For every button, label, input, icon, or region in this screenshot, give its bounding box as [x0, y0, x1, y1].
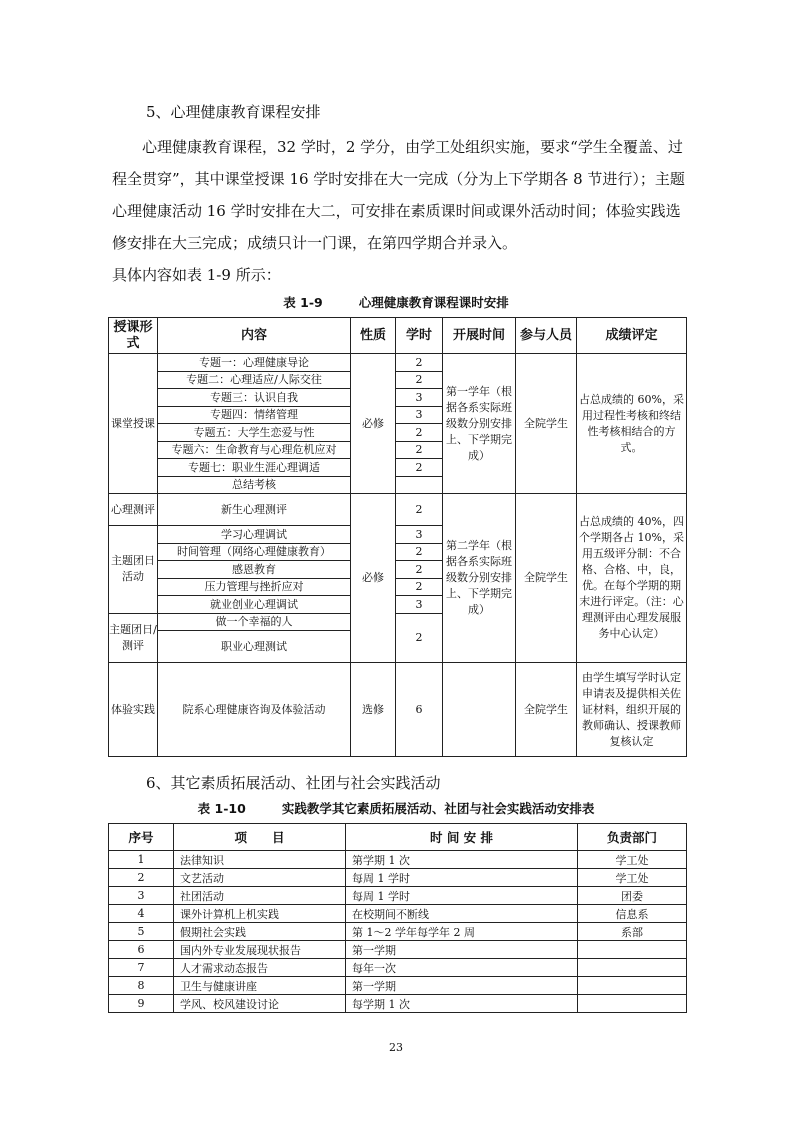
dept-cell: 系部 — [578, 923, 687, 941]
table-header-row — [109, 824, 687, 851]
schedule-cell: 每周 1 学时 — [346, 869, 578, 887]
grading-cell: 占总成绩的 60%，采用过程性考核和终结性考核相结合的方式。 — [577, 354, 687, 494]
course-schedule-table — [108, 317, 687, 757]
no-cell: 3 — [109, 887, 174, 905]
participants-cell: 全院学生 — [516, 494, 577, 663]
table-row — [109, 977, 687, 995]
content-cell: 专题四：情绪管理 — [158, 406, 351, 424]
no-cell: 9 — [109, 995, 174, 1013]
body-paragraph: 心理健康教育课程，32 学时，2 学分，由学工处组织实施，要求“学生全覆盖、过程全贯穿”，其中课堂授课 16 学时安排在大一完成（分为上下学期各 8 节进行）；主题心理健康活动 16 学时安排在大二，可安排在素质课时间或课外活动时间；体验实践选修安排在大三完成；成绩只计一门课，在第四学期合并录入。 — [112, 138, 685, 252]
column-header: 授课形式 — [109, 318, 158, 354]
content-cell: 时间管理（网络心理健康教育） — [158, 543, 351, 561]
grading-cell: 由学生填写学时认定申请表及提供相关佐证材料，组织开展的教师确认、授课教师复核认定 — [577, 663, 687, 757]
content-cell: 专题一：心理健康导论 — [158, 354, 351, 372]
schedule-cell: 第一学期 — [346, 977, 578, 995]
hours-cell: 2 — [396, 424, 443, 442]
item-cell: 假期社会实践 — [174, 923, 346, 941]
no-cell: 2 — [109, 869, 174, 887]
item-cell: 课外计算机上机实践 — [174, 905, 346, 923]
page-number: 23 — [389, 1041, 403, 1054]
schedule-cell: 第学期 1 次 — [346, 851, 578, 869]
section-heading: 5、心理健康教育课程安排 — [146, 103, 321, 121]
grading-cell: 占总成绩的 40%，四个学期各占 10%，采用五级评分制：不合格、合格、中，良，优。在每个学期的期末进行评定。（注：心理测评由心理发展服务中心认定） — [577, 494, 687, 663]
dept-cell: 学工处 — [578, 851, 687, 869]
hours-cell: 2 — [396, 459, 443, 477]
column-header: 参与人员 — [516, 318, 577, 354]
hours-cell: 3 — [396, 526, 443, 544]
item-cell: 人才需求动态报告 — [174, 959, 346, 977]
schedule-cell: 每周 1 学时 — [346, 887, 578, 905]
dept-cell — [578, 959, 687, 977]
hours-cell: 2 — [396, 543, 443, 561]
teaching-form-cell: 主题团日活动 — [109, 526, 158, 614]
teaching-form-cell: 课堂授课 — [109, 354, 158, 494]
schedule-cell: 第一学期 — [346, 941, 578, 959]
table-row — [109, 663, 687, 757]
schedule-cell: 第一学年（根据各系实际班级数分别安排上、下学期完成） — [443, 354, 516, 494]
hours-cell: 2 — [396, 578, 443, 596]
table-row — [109, 959, 687, 977]
schedule-cell — [443, 663, 516, 757]
dept-cell — [578, 995, 687, 1013]
content-cell: 做一个幸福的人 — [158, 613, 351, 631]
dept-cell: 信息系 — [578, 905, 687, 923]
content-cell: 院系心理健康咨询及体验活动 — [158, 663, 351, 757]
teaching-form-cell: 体验实践 — [109, 663, 158, 757]
item-cell: 社团活动 — [174, 887, 346, 905]
column-header: 开展时间 — [443, 318, 516, 354]
schedule-cell: 第二学年（根据各系实际班级数分别安排上、下学期完成） — [443, 494, 516, 663]
hours-cell: 3 — [396, 389, 443, 407]
column-header: 项 目 — [174, 824, 346, 851]
hours-cell: 2 — [396, 494, 443, 526]
schedule-cell: 每年一次 — [346, 959, 578, 977]
content-cell: 专题五：大学生恋爱与性 — [158, 424, 351, 442]
hours-cell: 6 — [396, 663, 443, 757]
hours-cell: 2 — [396, 561, 443, 579]
item-cell: 学风、校风建设讨论 — [174, 995, 346, 1013]
table-row — [109, 923, 687, 941]
schedule-cell: 每学期 1 次 — [346, 995, 578, 1013]
content-cell: 职业心理测试 — [158, 631, 351, 663]
content-cell: 专题二：心理适应/人际交往 — [158, 371, 351, 389]
table-row — [109, 941, 687, 959]
no-cell: 6 — [109, 941, 174, 959]
no-cell: 4 — [109, 905, 174, 923]
hours-cell: 2 — [396, 441, 443, 459]
no-cell: 1 — [109, 851, 174, 869]
content-cell: 新生心理测评 — [158, 494, 351, 526]
body-line: 具体内容如表 1-9 所示： — [112, 266, 281, 284]
section-heading: 6、其它素质拓展活动、社团与社会实践活动 — [146, 774, 441, 792]
hours-cell: 2 — [396, 371, 443, 389]
schedule-cell: 在校期间不断线 — [346, 905, 578, 923]
dept-cell: 团委 — [578, 887, 687, 905]
nature-cell: 选修 — [351, 663, 396, 757]
item-cell: 文艺活动 — [174, 869, 346, 887]
hours-cell: 3 — [396, 406, 443, 424]
table-row — [109, 354, 687, 372]
table-row — [109, 995, 687, 1013]
dept-cell — [578, 977, 687, 995]
no-cell: 7 — [109, 959, 174, 977]
column-header: 时 间 安 排 — [346, 824, 578, 851]
nature-cell: 必修 — [351, 354, 396, 494]
content-cell: 总结考核 — [158, 476, 351, 494]
content-cell: 就业创业心理调试 — [158, 596, 351, 614]
item-cell: 国内外专业发展现状报告 — [174, 941, 346, 959]
teaching-form-cell: 心理测评 — [109, 494, 158, 526]
activity-schedule-table — [108, 823, 687, 1013]
table-row — [109, 851, 687, 869]
content-cell: 学习心理调试 — [158, 526, 351, 544]
column-header: 成绩评定 — [577, 318, 687, 354]
hours-cell: 2 — [396, 613, 443, 663]
nature-cell: 必修 — [351, 494, 396, 663]
column-header: 序号 — [109, 824, 174, 851]
dept-cell — [578, 941, 687, 959]
hours-cell: 2 — [396, 354, 443, 372]
content-cell: 专题六：生命教育与心理危机应对 — [158, 441, 351, 459]
participants-cell: 全院学生 — [516, 663, 577, 757]
hours-cell: 3 — [396, 596, 443, 614]
table-row — [109, 905, 687, 923]
table-row — [109, 494, 687, 526]
item-cell: 法律知识 — [174, 851, 346, 869]
teaching-form-cell: 主题团日/测评 — [109, 613, 158, 663]
table-caption: 表 1-10 实践教学其它素质拓展活动、社团与社会实践活动安排表 — [197, 801, 595, 816]
no-cell: 8 — [109, 977, 174, 995]
content-cell: 压力管理与挫折应对 — [158, 578, 351, 596]
column-header: 学时 — [396, 318, 443, 354]
content-cell: 感恩教育 — [158, 561, 351, 579]
schedule-cell: 第 1～2 学年每学年 2 周 — [346, 923, 578, 941]
content-cell: 专题七：职业生涯心理调适 — [158, 459, 351, 477]
table-row — [109, 887, 687, 905]
column-header: 性质 — [351, 318, 396, 354]
dept-cell: 学工处 — [578, 869, 687, 887]
table-caption: 表 1-9 心理健康教育课程课时安排 — [283, 295, 509, 310]
hours-cell — [396, 476, 443, 494]
table-header-row — [109, 318, 687, 354]
no-cell: 5 — [109, 923, 174, 941]
content-cell: 专题三：认识自我 — [158, 389, 351, 407]
column-header: 内容 — [158, 318, 351, 354]
column-header: 负责部门 — [578, 824, 687, 851]
item-cell: 卫生与健康讲座 — [174, 977, 346, 995]
table-row — [109, 869, 687, 887]
participants-cell: 全院学生 — [516, 354, 577, 494]
